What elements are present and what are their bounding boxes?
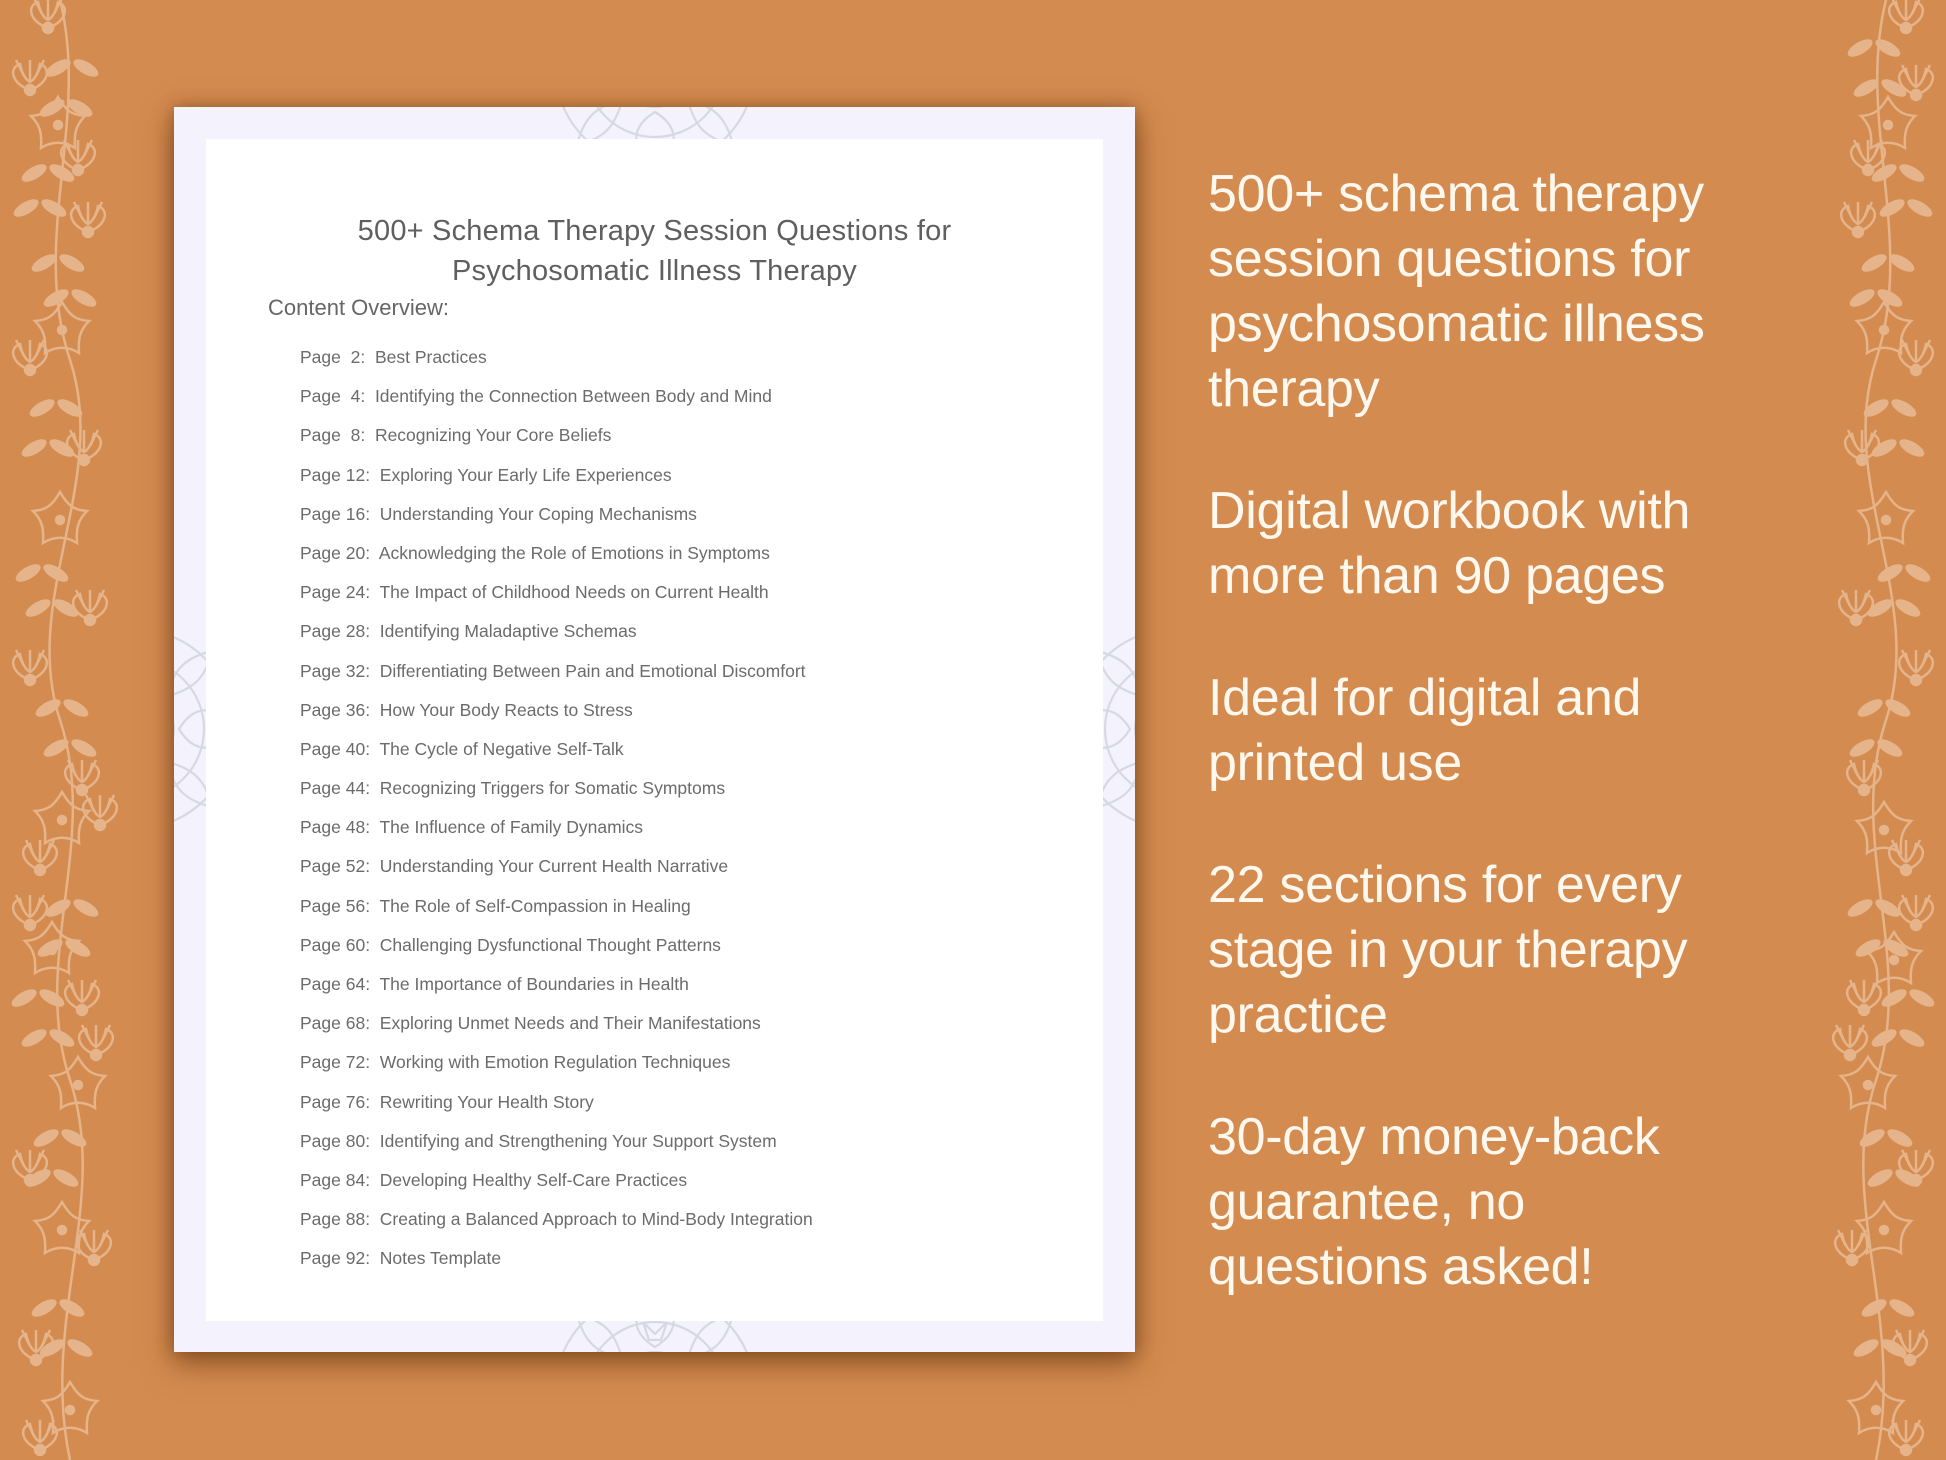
toc-title: Understanding Your Current Health Narrative (379, 856, 729, 877)
toc-title: Identifying Maladaptive Schemas (379, 621, 637, 642)
toc-item (300, 347, 813, 386)
toc-page-number: Page 80: (300, 1130, 371, 1151)
toc-item (300, 425, 813, 464)
toc-page-number: Page 64: (300, 974, 371, 994)
toc-page-number: Page 24: (300, 582, 371, 603)
toc-title: How Your Body Reacts to Stress (379, 699, 633, 720)
toc-title: The Impact of Childhood Needs on Current Health (379, 582, 769, 603)
toc-title: Identifying the Connection Between Body and Mind (374, 386, 772, 407)
toc-page-number: Page 60: (300, 934, 371, 955)
toc-page-number: Page 32: (300, 660, 371, 681)
toc-item (300, 1209, 813, 1248)
toc-title: Acknowledging the Role of Emotions in Symptoms (378, 542, 770, 563)
toc-page-number: Page 36: (300, 699, 371, 720)
toc-item (300, 739, 813, 778)
toc-item (300, 582, 813, 621)
toc-title: Best Practices (374, 347, 487, 367)
toc-item (300, 386, 813, 425)
document-sheet (206, 139, 1103, 1321)
toc-item (300, 621, 813, 660)
toc-item (300, 1131, 813, 1170)
toc-page-number: Page 40: (300, 738, 371, 759)
toc-page-number: Page 44: (300, 778, 371, 799)
toc-title: Rewriting Your Health Story (379, 1091, 594, 1112)
toc-page-number: Page 76: (300, 1091, 371, 1112)
toc-item (300, 856, 813, 895)
toc-page-number: Page 20: (300, 542, 371, 563)
feature-usage: Ideal for digital and printed use (1208, 669, 1642, 792)
toc-item (300, 1092, 813, 1131)
feature-list (1208, 162, 1848, 1357)
toc-item (300, 1248, 813, 1287)
document-title (206, 211, 1103, 291)
toc-page-number: Page 56: (300, 895, 371, 916)
floral-vine-left-decoration (0, 0, 130, 1460)
toc-item (300, 504, 813, 543)
toc-item (300, 974, 813, 1013)
toc-title: Recognizing Triggers for Somatic Symptoms (379, 778, 726, 799)
toc-page-number: Page 84: (300, 1169, 371, 1190)
document-page-preview (174, 107, 1135, 1352)
toc-page-number: Page 28: (300, 621, 371, 642)
toc-title: Notes Template (379, 1248, 502, 1269)
toc-item (300, 465, 813, 504)
toc-item (300, 700, 813, 739)
toc-item (300, 661, 813, 700)
toc-item (300, 1052, 813, 1091)
toc-title: Exploring Your Early Life Experiences (379, 464, 672, 485)
toc-item (300, 1013, 813, 1052)
toc-page-number: Page 68: (300, 1013, 371, 1034)
toc-item (300, 1170, 813, 1209)
feature-page-count: Digital workbook with more than 90 pages (1208, 482, 1691, 605)
toc-title: The Cycle of Negative Self-Talk (379, 738, 624, 759)
content-overview-label: Content Overview: (268, 295, 449, 320)
document-title-line-1: 500+ Schema Therapy Session Questions for (357, 215, 952, 247)
toc-item (300, 543, 813, 582)
toc-title: The Importance of Boundaries in Health (379, 974, 689, 994)
toc-page-number: Page 92: (300, 1248, 371, 1269)
toc-title: The Role of Self-Compassion in Healing (379, 895, 691, 916)
table-of-contents (300, 347, 813, 1288)
toc-title: The Influence of Family Dynamics (379, 817, 644, 838)
toc-page-number: Page 48: (300, 817, 371, 838)
toc-page-number: Page 88: (300, 1209, 371, 1230)
toc-page-number: Page 16: (300, 503, 371, 524)
toc-page-number: Page 8: (300, 425, 366, 446)
toc-page-number: Page 2: (300, 347, 366, 367)
toc-title: Working with Emotion Regulation Techniques (379, 1052, 731, 1073)
toc-title: Differentiating Between Pain and Emotional Discomfort (379, 660, 806, 681)
toc-item (300, 896, 813, 935)
feature-question-count: 500+ schema therapy session questions for psychosomatic illness therapy (1208, 165, 1705, 418)
toc-title: Identifying and Strengthening Your Support System (379, 1130, 777, 1151)
toc-title: Challenging Dysfunctional Thought Patterns (379, 934, 721, 955)
document-title-line-2: Psychosomatic Illness Therapy (452, 255, 857, 287)
feature-guarantee: 30-day money-back guarantee, no questions asked! (1208, 1108, 1660, 1296)
toc-title: Recognizing Your Core Beliefs (374, 425, 612, 446)
toc-item (300, 935, 813, 974)
feature-sections: 22 sections for every stage in your therapy practice (1208, 856, 1688, 1044)
toc-page-number: Page 4: (300, 386, 366, 407)
toc-title: Developing Healthy Self-Care Practices (379, 1169, 688, 1190)
toc-page-number: Page 52: (300, 856, 371, 877)
toc-title: Creating a Balanced Approach to Mind-Body Integration (379, 1209, 813, 1230)
toc-item (300, 817, 813, 856)
toc-page-number: Page 72: (300, 1052, 371, 1073)
toc-title: Understanding Your Coping Mechanisms (379, 503, 697, 524)
toc-item (300, 778, 813, 817)
toc-page-number: Page 12: (300, 464, 371, 485)
toc-title: Exploring Unmet Needs and Their Manifestations (379, 1013, 761, 1034)
